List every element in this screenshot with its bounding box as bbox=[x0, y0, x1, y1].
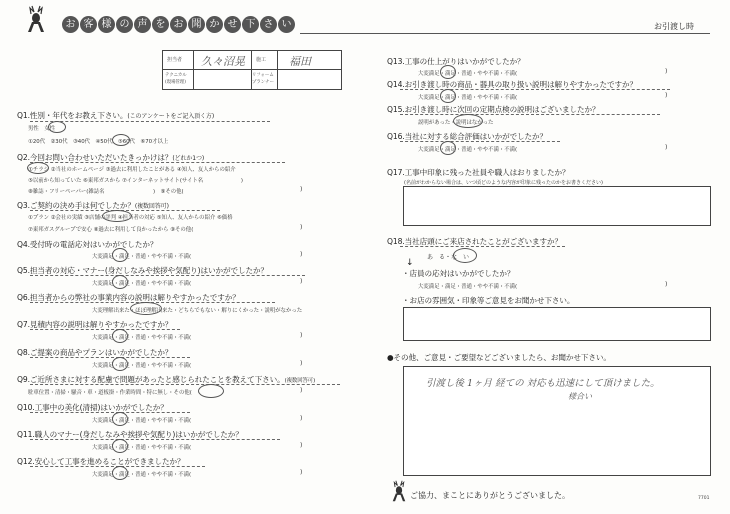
q9-circle bbox=[198, 384, 224, 398]
thanks-message: ご協力、まことにありがとうございました。 bbox=[410, 491, 570, 500]
q3-note: (複数回答可) bbox=[134, 203, 169, 210]
q18-sub-question-2: ・お店の雰囲気・印象等ご意見をお聞かせ下さい。 bbox=[402, 296, 575, 305]
title-char: を bbox=[152, 16, 169, 33]
q5-title: Q5.担当者の対応・マナー(身だしなみや挨拶や気配り)はいかがでしたか？ bbox=[17, 266, 268, 275]
title-char: 様 bbox=[98, 16, 115, 33]
deer-footer-icon bbox=[388, 478, 410, 508]
q6-circle bbox=[130, 302, 162, 315]
q5-circle bbox=[112, 275, 128, 289]
title-char: 声 bbox=[134, 16, 151, 33]
sekou-label: 施工 bbox=[256, 57, 267, 63]
q14-underline bbox=[400, 89, 670, 90]
q4-title: Q4.受付時の電話応対はいかがでしたか？ bbox=[17, 240, 158, 249]
handwritten-comment-line2: 様合い bbox=[568, 392, 592, 401]
q13-title: Q13.工事の仕上がりはいかがでしたか？ bbox=[387, 57, 525, 66]
title-rule bbox=[300, 33, 710, 34]
q10-title: Q10.工事中の美化(清掃)はいかがでしたか？ bbox=[17, 403, 168, 412]
q16-close-paren: ) bbox=[665, 144, 668, 151]
q3-line1: ①プラン ②会社の実績 ③店舗の評判 ④担当者の対応 ⑤知人、友人からの紹介 ⑥価格 bbox=[28, 215, 233, 221]
q1-underline bbox=[30, 121, 270, 122]
q10-circle bbox=[112, 412, 128, 426]
q6-choices: 大変理解出来た・ほぼ理解出来た・どちらでもない・解りにくかった・説明がなかった bbox=[92, 308, 303, 314]
q2-title: Q2.今回お問い合わせいただいたきっかけは？(どれか1つ) bbox=[17, 153, 205, 162]
footer-code: 7701 bbox=[698, 496, 710, 501]
q6-title: Q6.担当者からの弊社の事業内容の説明は解りやすかったですか？ bbox=[17, 293, 240, 302]
q18-choices: あ る・な い bbox=[427, 254, 470, 261]
q18-sub-question: ・店員の応対はいかがでしたか？ bbox=[402, 269, 515, 278]
q1-ages: ①20代 ②30代 ③40代 ④50代 ⑤60代 ⑥70才以上 bbox=[28, 139, 169, 145]
q17-answer-box[interactable] bbox=[403, 186, 711, 226]
q5-close-paren: ) bbox=[300, 278, 303, 285]
q11-underline bbox=[30, 439, 280, 440]
q8-close-paren: ) bbox=[300, 360, 303, 367]
q11-circle bbox=[112, 439, 128, 453]
q3-title: Q3.ご契約の決め手は何でしたか？(複数回答可) bbox=[17, 201, 169, 210]
q2-underline bbox=[30, 162, 285, 163]
q10-close-paren: ) bbox=[300, 415, 303, 422]
q4-rating: 大変満足・満足・普通・やや不満・不満( bbox=[92, 254, 192, 260]
q7-circle bbox=[112, 329, 128, 343]
tantousha-label: 担当者 bbox=[167, 57, 183, 63]
title-char: 下 bbox=[242, 16, 259, 33]
deer-logo-icon bbox=[22, 4, 50, 38]
q18-title: Q18.当社店頭にご来店されたことがございますか？ bbox=[387, 237, 563, 246]
timing-label: お引渡し時 bbox=[654, 22, 694, 31]
technical-sub-label: (現場管理) bbox=[165, 80, 186, 85]
q1-note: (このアンケートをご記入頂く方) bbox=[127, 113, 215, 120]
q2-line3: ⑧雑誌・フリーペーパー(雑誌名 ) ⑨その他( bbox=[28, 189, 184, 195]
q14-close-paren: ) bbox=[665, 92, 668, 99]
reform-sub-label: プランナー bbox=[252, 80, 274, 85]
q15-circle bbox=[453, 114, 483, 128]
q16-rating: 大変満足・満足・普通・やや不満・不満( bbox=[418, 147, 518, 153]
q8-underline bbox=[30, 357, 190, 358]
q8-rating: 大変満足・満足・普通・やや不満・不満( bbox=[92, 363, 192, 369]
title-char: 客 bbox=[80, 16, 97, 33]
q9-title: Q9.ご近所さまに対する配慮で問題があったと感じられたことを教えて下さい。(複数回答可) bbox=[17, 375, 316, 384]
q16-underline bbox=[400, 141, 560, 142]
tantousha-value: 久々沼晃 bbox=[201, 55, 245, 68]
q17-title: Q17.工事中印象に残った社員や職人はおりましたか？ bbox=[387, 168, 570, 177]
other-answer-box[interactable] bbox=[403, 366, 711, 476]
q5-underline bbox=[30, 275, 305, 276]
q18-rating: 大変満足・満足・普通・やや不満・不満( bbox=[418, 284, 518, 290]
q2-note: (どれか1つ) bbox=[172, 155, 205, 162]
q18-underline bbox=[400, 246, 565, 247]
title-char: か bbox=[206, 16, 223, 33]
q12-rating: 大変満足・満足・普通・やや不満・不満( bbox=[92, 472, 192, 478]
q15-choices: 説明があった・説明はなかった bbox=[418, 120, 494, 126]
q1-title: Q1.性別・年代をお教え下さい。(このアンケートをご記入頂く方) bbox=[17, 111, 215, 120]
q3-line2: ⑦東邦ガスグループで安心 ⑧過去に利用して良かったから ⑨その他( bbox=[28, 227, 194, 233]
q2-circle bbox=[27, 162, 49, 174]
q12-title: Q12.安心して工事を進めることができましたか？ bbox=[17, 457, 185, 466]
q2-close-paren: ) bbox=[300, 186, 303, 193]
technical-label: テクニカル bbox=[165, 73, 187, 78]
q9-choices: 駐車位置・清掃・騒音・車・道板掛・作業時間・特に無し・その他( bbox=[28, 390, 192, 396]
q18-circle bbox=[453, 248, 477, 263]
q18-arrow-icon: ↓ bbox=[406, 258, 414, 268]
q1-female-circle bbox=[48, 121, 66, 133]
q2-line1: ①チラシ ②当社のホームページ ③過去に利用したことがある ④知人、友人からの紹介 bbox=[28, 167, 236, 173]
q16-title: Q16.当社に対する総合評価はいかがでしたか？ bbox=[387, 132, 548, 141]
q4-close-paren: ) bbox=[300, 251, 303, 258]
q15-underline bbox=[400, 114, 660, 115]
handwritten-comment-line1: 引渡し後 1ヶ月 経ての 対応も迅速にして頂けました。 bbox=[426, 378, 660, 389]
title-char: の bbox=[116, 16, 133, 33]
q2-line2: ⑤以前から知っていた ⑥東邦ガスから ⑦インターネットサイト(サイト名 ) bbox=[28, 178, 243, 184]
title-char: せ bbox=[224, 16, 241, 33]
q11-title: Q11.職人のマナー(身だしなみや挨拶や気配り)はいかがでしたか？ bbox=[17, 430, 243, 439]
q15-title: Q15.お引き渡し時に次回の定期点検の説明はございましたか？ bbox=[387, 105, 600, 114]
q13-rating: 大変満足・満足・普通・やや不満・不満( bbox=[418, 71, 518, 77]
q8-circle bbox=[112, 357, 128, 371]
q16-circle bbox=[440, 141, 456, 155]
q11-close-paren: ) bbox=[300, 442, 303, 449]
q3-close-paren: ) bbox=[300, 224, 303, 231]
q4-circle bbox=[112, 248, 128, 262]
q18-close-paren: ) bbox=[665, 281, 668, 288]
q13-circle bbox=[440, 65, 456, 79]
q12-close-paren: ) bbox=[300, 469, 303, 476]
title-char: さ bbox=[260, 16, 277, 33]
q18-answer-box[interactable] bbox=[403, 307, 711, 341]
q7-close-paren: ) bbox=[300, 332, 303, 339]
q5-rating: 大変満足・満足・普通・やや不満・不満( bbox=[92, 281, 192, 287]
sekou-value: 福田 bbox=[289, 55, 311, 68]
title-char: 聞 bbox=[188, 16, 205, 33]
info-table bbox=[162, 50, 342, 90]
reform-label: リフォーム bbox=[252, 73, 274, 78]
q7-title: Q7.見積内容の説明は解りやすかったですか？ bbox=[17, 320, 173, 329]
q10-underline bbox=[30, 412, 190, 413]
title-char: お bbox=[170, 16, 187, 33]
q9-note: (複数回答可) bbox=[284, 378, 316, 384]
q14-circle bbox=[440, 89, 456, 103]
q1-gender: 男性 女性 bbox=[28, 126, 55, 132]
survey-title bbox=[62, 12, 296, 33]
q12-circle bbox=[112, 466, 128, 480]
q10-rating: 大変満足・満足・普通・やや不満・不満( bbox=[92, 418, 192, 424]
q17-note: (名前がわからない場合は、いつ頃どのような内容が印象に残ったのかをお書きください) bbox=[404, 180, 603, 186]
q14-rating: 大変満足・満足・普通・やや不満・不満( bbox=[418, 95, 518, 101]
q9-close-paren: ) bbox=[300, 387, 303, 394]
title-char: お bbox=[62, 16, 79, 33]
q9-underline bbox=[30, 384, 340, 385]
title-char: い bbox=[278, 16, 295, 33]
q14-title: Q14.お引き渡し時の商品・器具の取り扱い説明は解りやすかったですか？ bbox=[387, 80, 637, 89]
q7-rating: 大変満足・満足・普通・やや不満・不満( bbox=[92, 335, 192, 341]
other-title: ●その他、ご意見・ご要望などございましたら、お聞かせ下さい。 bbox=[387, 353, 611, 362]
q8-title: Q8.ご提案の商品やプランはいかがでしたか？ bbox=[17, 348, 173, 357]
q1-age-circle bbox=[112, 134, 130, 146]
q7-underline bbox=[30, 329, 180, 330]
q13-close-paren: ) bbox=[665, 68, 668, 75]
q3-circle bbox=[102, 210, 132, 222]
q11-rating: 大変満足・満足・普通・やや不満・不満( bbox=[92, 445, 192, 451]
